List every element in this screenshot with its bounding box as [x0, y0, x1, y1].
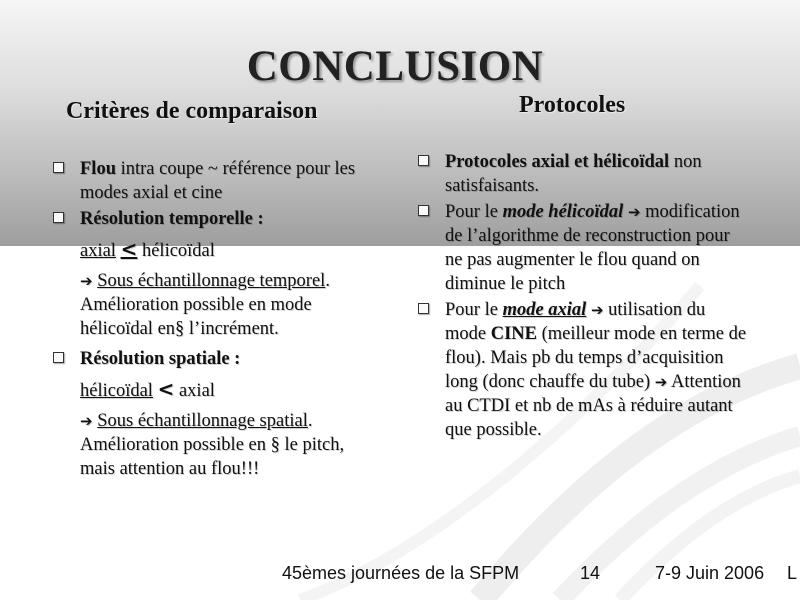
bullet-protocoles	[415, 150, 750, 198]
bullet-mode-helicoidal	[415, 200, 750, 296]
sub-underlined: Sous échantillonnage temporel	[97, 271, 326, 291]
bullet-text: Attention au CTDI et nb de mAs à réduire autant que possible.	[445, 372, 741, 440]
bullet-bold-italic: mode hélicoïdal	[502, 202, 624, 222]
bullet-bold: Résolution temporelle :	[80, 209, 264, 229]
bullet-bold-italic: mode axial	[502, 300, 587, 320]
sub-text: . Amélioration possible en mode hélicoïdal en§ l’incrément.	[80, 271, 330, 339]
bullet-text: modification de l’algorithme de reconstruction pour ne pas augmenter le flou quand on diminue le pitch	[445, 202, 740, 294]
bullet-mode-axial	[415, 298, 750, 442]
less-than-sign: <	[157, 377, 175, 401]
left-column-heading: Critères de comparaison	[66, 98, 318, 124]
bullet-bold: CINE	[490, 324, 537, 344]
square-bullet-icon	[418, 205, 429, 216]
bullet-bold: Flou	[80, 159, 116, 179]
bullet-text: intra coupe ~ référence pour les modes axial et cine	[80, 159, 356, 203]
square-bullet-icon	[418, 155, 429, 166]
sub-line-comparison	[50, 237, 380, 263]
bullet-text: (meilleur mode en terme de flou). Mais pb du temps d’acquisition long (donc chauffe du tube)	[445, 324, 747, 392]
bullet-resolution-spatiale	[50, 347, 380, 371]
bullet-bold: Résolution spatiale :	[80, 349, 241, 369]
bullet-flou	[50, 157, 380, 205]
square-bullet-icon	[418, 303, 429, 314]
slide-title: CONCLUSION	[246, 43, 544, 90]
sub-text: axial	[80, 241, 116, 261]
footer-conference: 45èmes journées de la SFPM	[282, 563, 520, 583]
bullet-text: Pour le	[445, 202, 503, 222]
bullet-resolution-temporelle	[50, 207, 380, 231]
sub-line-temporal	[50, 269, 380, 341]
square-bullet-icon	[53, 212, 64, 223]
footer-date: 7-9 Juin 2006	[655, 563, 765, 583]
sub-line-spatial	[50, 409, 380, 481]
right-arrow-icon: ➔	[654, 373, 668, 391]
right-column-heading: Protocoles	[519, 92, 626, 118]
footer-cut-text: L	[787, 563, 798, 583]
right-arrow-icon: ➔	[590, 301, 604, 319]
sub-text: hélicoïdal	[80, 381, 153, 401]
sub-text: axial	[174, 381, 215, 401]
right-column	[415, 150, 750, 444]
right-arrow-icon: ➔	[80, 272, 93, 290]
sub-text: hélicoïdal	[137, 241, 215, 261]
square-bullet-icon	[53, 352, 64, 363]
less-than-sign: <	[120, 237, 138, 261]
bullet-bold: Protocoles axial et hélicoïdal	[445, 152, 670, 172]
left-column	[50, 157, 380, 487]
sub-underlined: Sous échantillonnage spatial	[97, 411, 308, 431]
footer-page-number: 14	[580, 563, 601, 583]
bullet-text: Pour le	[445, 300, 503, 320]
right-arrow-icon: ➔	[627, 203, 641, 221]
bullet-text: utilisation du mode	[445, 300, 706, 344]
sub-text: . Amélioration possible en § le pitch, mais attention au flou!!!	[80, 411, 345, 479]
square-bullet-icon	[53, 162, 64, 173]
sub-line-comparison-2	[50, 377, 380, 403]
right-arrow-icon: ➔	[80, 412, 93, 430]
bullet-text: non satisfaisants.	[445, 152, 702, 196]
